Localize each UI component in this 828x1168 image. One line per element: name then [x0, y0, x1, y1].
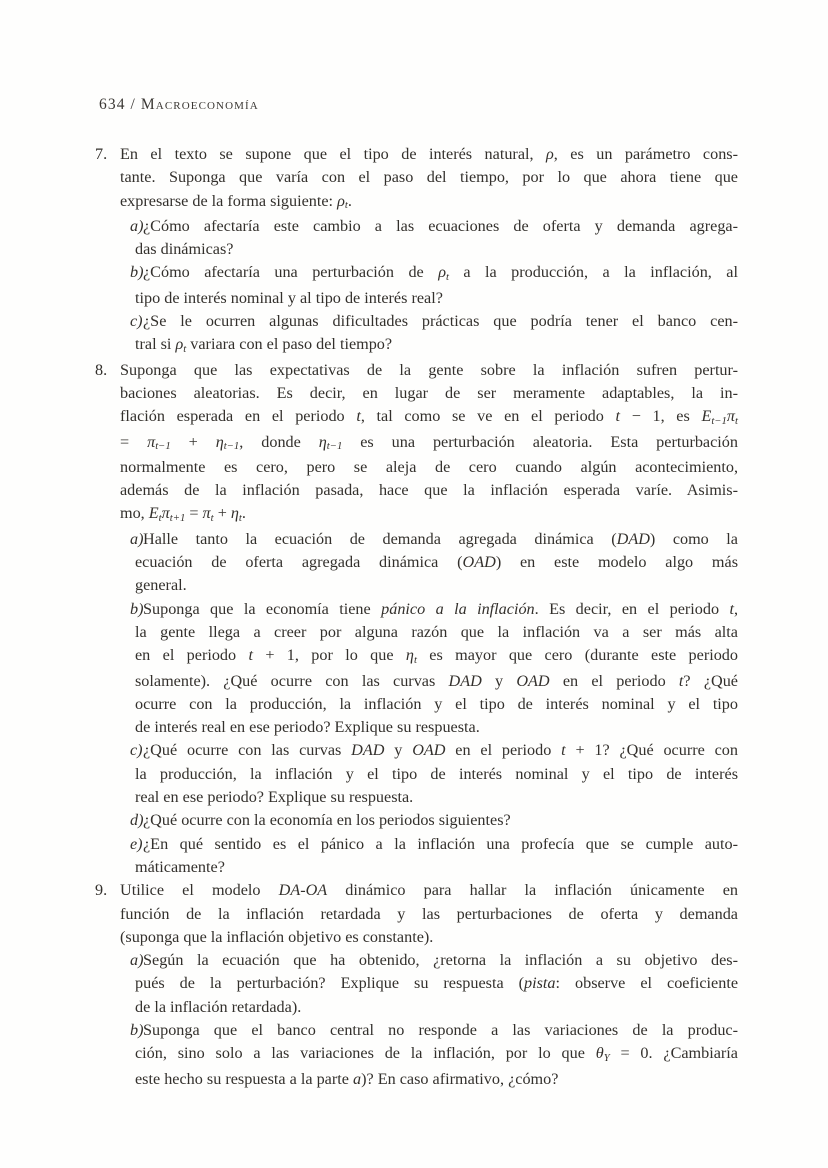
italic-text: η: [318, 432, 327, 451]
text-line: tante. Suponga que varía con el paso del tiempo, por lo que ahora tiene que: [120, 168, 738, 187]
text-line: tipo de interés nominal y al tipo de interés real?: [135, 288, 443, 307]
problem-subitem: [130, 809, 738, 832]
italic-text: OAD: [516, 671, 550, 690]
text-line: pués de la perturbación? Explique su respuesta (pista: observe el coeficiente: [135, 974, 739, 993]
text-line: normalmente es cero, pero se aleja de cero cuando algún acontecimiento,: [120, 457, 738, 476]
subscript-text: t−1: [326, 440, 343, 453]
problem-subitem: [130, 739, 738, 809]
subscript-text: t: [183, 342, 187, 355]
subscript-text: t: [210, 512, 214, 525]
problem-number: 8.: [95, 360, 108, 379]
text-line: a) Halle tanto la ecuación de demanda agregada dinámica (DAD) como la: [135, 528, 738, 551]
text-line: este hecho su respuesta a la parte a)? En caso afirmativo, ¿cómo?: [135, 1069, 559, 1088]
italic-text: a: [353, 1069, 362, 1088]
italic-text: η: [405, 646, 414, 665]
italic-text: t: [356, 407, 361, 426]
text-line: la gente llega a creer por alguna razón que la inflación va a ser más alta: [135, 622, 738, 641]
text-line: general.: [135, 576, 187, 595]
text-line: ción, sino solo a las variaciones de la inflación, por lo que θY = 0. ¿Cambiaría: [135, 1044, 738, 1064]
text-line: 7. En el texto se supone que el tipo de interés natural, ρ, es un parámetro cons-: [120, 143, 738, 166]
subitem-label: d): [130, 811, 144, 830]
text-line: función de la inflación retardada y las perturbaciones de oferta y demanda: [120, 904, 738, 923]
subscript-text: t−1: [711, 414, 727, 427]
subscript-text: t: [735, 414, 738, 427]
problem-9: [0, 879, 828, 1091]
problem-intro: [95, 359, 738, 528]
subitem-label: b): [130, 599, 144, 618]
italic-text: E: [701, 407, 712, 426]
text-line: ocurre con la producción, la inflación y el tipo de interés nominal y el tipo: [135, 694, 738, 713]
text-line: c) ¿Qué ocurre con las curvas DAD y OAD en el periodo t + 1? ¿Qué ocurre con: [135, 739, 738, 762]
problem-subitem: [130, 261, 738, 310]
text-line: a) ¿Cómo afectaría este cambio a las ecuaciones de oferta y demanda agrega-: [135, 215, 738, 238]
text-line: d) ¿Qué ocurre con la economía en los periodos siguientes?: [135, 809, 738, 832]
subscript-text: t−1: [155, 440, 171, 453]
italic-text: t: [248, 646, 253, 665]
italic-text: pista: [524, 974, 556, 993]
problem-number: 7.: [95, 145, 108, 163]
text-line: e) ¿En qué sentido es el pánico a la inflación una profecía que se cumple auto-: [135, 833, 738, 856]
subscript-text: t: [445, 271, 449, 284]
text-line: b) Suponga que el banco central no responde a las variaciones de la produc-: [135, 1019, 738, 1042]
text-line: = πt−1 + ηt−1, donde ηt−1 es una perturbación aleatoria. Esta perturbación: [120, 432, 738, 453]
text-line: baciones aleatorias. Es decir, en lugar de ser meramente adaptables, la in-: [120, 383, 738, 402]
italic-text: ρ: [337, 191, 345, 210]
subscript-text: t: [238, 512, 242, 525]
italic-text: DAD: [448, 671, 482, 690]
problem-subitem: [130, 528, 738, 598]
text-line: de la inflación retardada).: [135, 997, 302, 1016]
italic-text: OAD: [462, 553, 496, 572]
text-line: real en ese periodo? Explique su respuesta.: [135, 788, 414, 807]
subscript-text: t: [344, 199, 348, 212]
subscript-text: Y: [603, 1051, 610, 1064]
text-line: b) Suponga que la economía tiene pánico a la inflación. Es decir, en el periodo t,: [135, 598, 738, 621]
italic-text: ρ: [546, 145, 554, 163]
text-line: tral si ρt variara con el paso del tiempo?: [135, 335, 393, 355]
italic-text: E: [148, 504, 159, 523]
subitem-label: b): [130, 1020, 144, 1039]
italic-text: θ: [595, 1044, 604, 1063]
subitem-label: a): [130, 951, 144, 970]
text-line: en el periodo t + 1, por lo que ηt es mayor que cero (durante este periodo: [135, 646, 738, 666]
text-line: b) ¿Cómo afectaría una perturbación de ρt a la producción, a la inflación, al: [135, 261, 738, 286]
italic-text: η: [230, 504, 239, 523]
italic-text: DAD: [351, 741, 385, 760]
running-head: 634 / Macroeconomía: [99, 96, 259, 113]
subscript-text: t+1: [169, 512, 186, 525]
italic-text: t: [561, 741, 566, 760]
text-line: expresarse de la forma siguiente: ρt.: [120, 191, 352, 212]
italic-text: π: [161, 504, 170, 523]
text-line: máticamente?: [135, 857, 225, 876]
subitem-label: e): [130, 834, 143, 853]
text-line: flación esperada en el periodo t, tal como se ve en el periodo t − 1, es Et−1πt: [120, 407, 738, 427]
text-line: de interés real en ese periodo? Explique su respuesta.: [135, 718, 480, 737]
italic-text: DA-OA: [278, 881, 328, 900]
text-line: 9. Utilice el modelo DA-OA dinámico para hallar la inflación únicamente en: [120, 879, 738, 902]
italic-text: π: [726, 407, 736, 426]
subscript-text: t: [413, 653, 417, 666]
subscript-text: t−1: [223, 440, 240, 453]
problem-8: [0, 359, 828, 880]
text-line: 8. Suponga que las expectativas de la gente sobre la inflación sufren pertur-: [120, 359, 738, 382]
text-line: c) ¿Se le ocurren algunas dificultades prácticas que podría tener el banco cen-: [135, 310, 738, 333]
text-line: das dinámicas?: [135, 240, 234, 259]
text-line: mo, Etπt+1 = πt + ηt.: [120, 504, 246, 525]
subitem-label: a): [130, 216, 144, 235]
problem-subitem: [130, 949, 739, 1019]
subitem-label: a): [130, 529, 144, 548]
problem-intro: [95, 143, 738, 215]
subitem-label: c): [130, 741, 143, 760]
italic-text: ρ: [438, 263, 446, 282]
italic-text: DAD: [616, 529, 650, 548]
problems-list: [0, 143, 828, 1091]
italic-text: π: [147, 432, 156, 451]
subscript-text: t: [158, 512, 162, 525]
problem-subitem: [130, 215, 738, 262]
italic-text: t: [615, 407, 621, 426]
problem-subitem: [130, 833, 738, 880]
text-line: solamente). ¿Qué ocurre con las curvas DAD y OAD en el periodo t? ¿Qué: [135, 671, 738, 690]
text-line: ecuación de oferta agregada dinámica (OAD) en este modelo algo más: [135, 553, 738, 572]
italic-text: t: [678, 671, 684, 690]
italic-text: t: [729, 599, 734, 618]
problem-7: [0, 143, 828, 359]
text-line: la producción, la inflación y el tipo de interés nominal y el tipo de interés: [135, 764, 738, 783]
text-line: a) Según la ecuación que ha obtenido, ¿retorna la inflación a su objetivo des-: [135, 949, 738, 972]
problem-subitem: [130, 310, 738, 359]
problem-subitem: [130, 598, 739, 740]
subitem-label: c): [130, 312, 143, 331]
text-line: (suponga que la inflación objetivo es constante).: [120, 927, 434, 946]
subitem-label: b): [130, 263, 144, 282]
problem-intro: [95, 879, 738, 949]
italic-text: pánico a la inflación: [381, 599, 535, 618]
italic-text: ρ: [175, 335, 184, 354]
italic-text: π: [202, 504, 211, 523]
italic-text: OAD: [412, 741, 446, 760]
problem-subitem: [130, 1019, 738, 1091]
problem-number: 9.: [95, 881, 108, 900]
italic-text: η: [215, 432, 224, 451]
text-line: además de la inflación pasada, hace que la inflación esperada varíe. Asimis-: [120, 481, 738, 500]
